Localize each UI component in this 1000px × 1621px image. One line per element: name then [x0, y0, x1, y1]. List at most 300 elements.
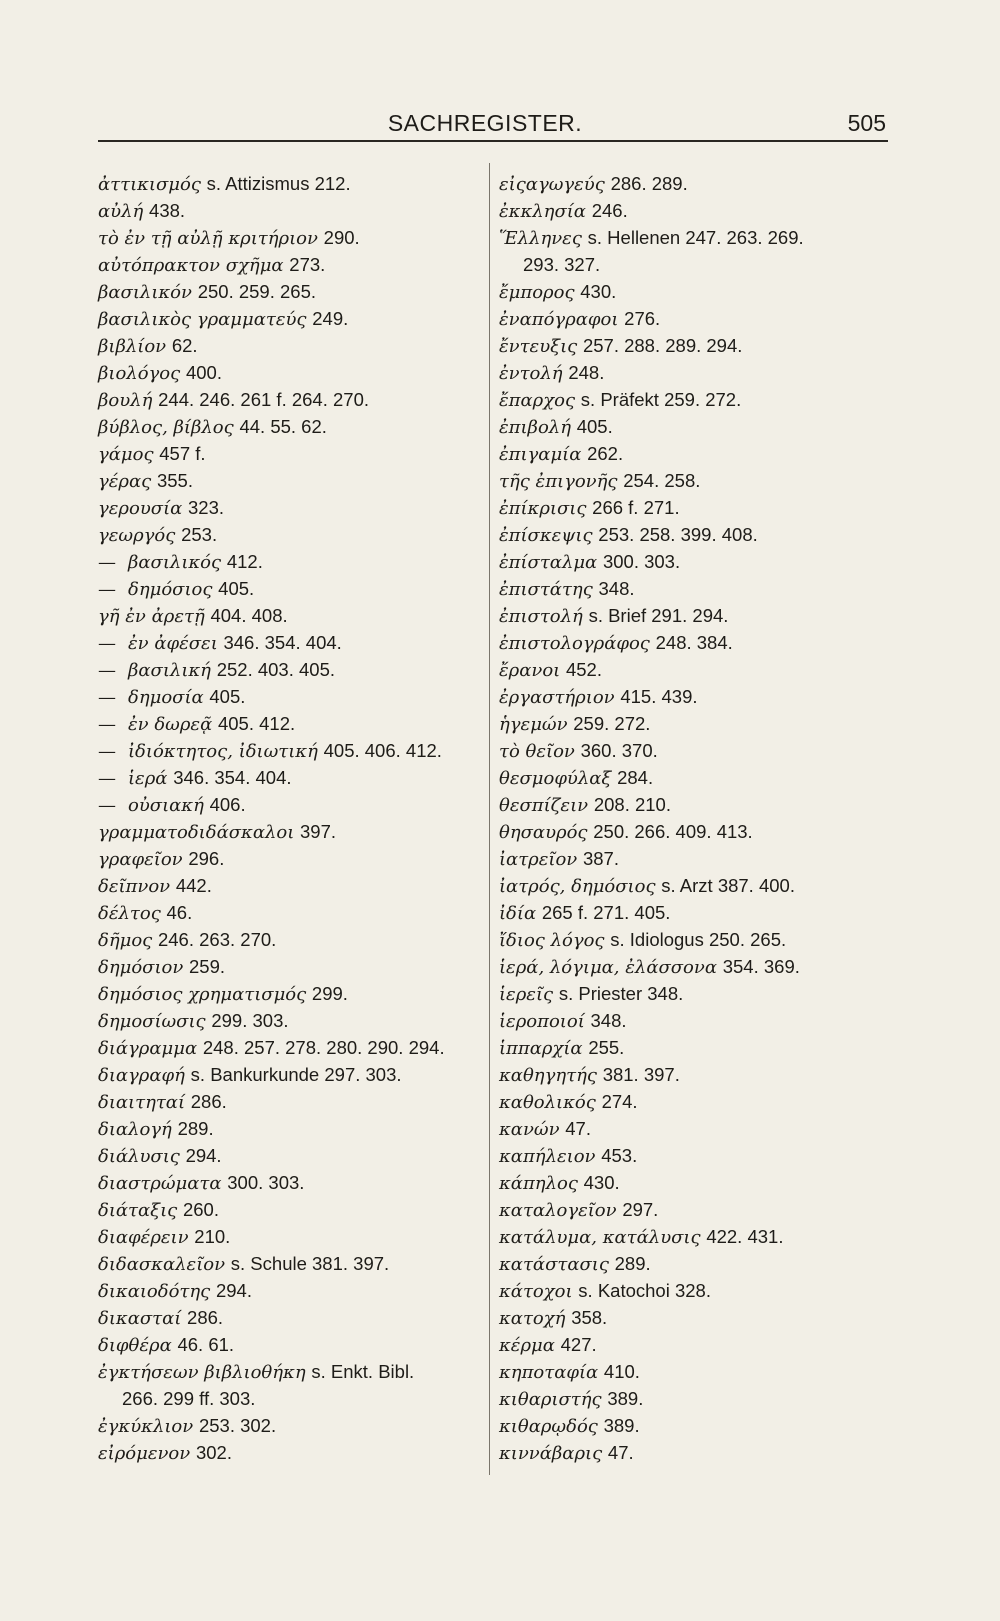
index-references: 300. 303. — [227, 1172, 305, 1193]
index-references: 405. 412. — [217, 713, 296, 734]
index-entry — [98, 953, 486, 980]
index-subentry — [98, 710, 486, 737]
index-entry — [499, 899, 899, 926]
index-references: 266. 299 ff. 303. — [122, 1388, 256, 1409]
index-term: ἐντολή — [499, 363, 563, 384]
index-entry — [98, 197, 486, 224]
index-term: βασιλική — [128, 660, 211, 681]
index-entry — [98, 1250, 486, 1277]
index-entry — [98, 926, 486, 953]
index-references: 250. 266. 409. 413. — [593, 821, 753, 842]
index-term: ἐπιστάτης — [499, 579, 593, 600]
index-term: διαιτηταί — [98, 1092, 186, 1113]
index-references: 346. 354. 404. — [223, 632, 342, 653]
index-term: εἰςαγωγεύς — [499, 174, 605, 195]
index-term: ἐγκτήσεων βιβλιοθήκη — [98, 1362, 306, 1383]
subentry-dash: — — [98, 741, 116, 762]
index-term: θησαυρός — [499, 822, 588, 843]
index-term: θεσμοφύλαξ — [499, 768, 612, 789]
index-term: ἐν δωρεᾷ — [128, 714, 213, 735]
index-entry — [98, 1169, 486, 1196]
index-term: κιθαρῳδός — [499, 1416, 598, 1437]
index-term: γραφεῖον — [98, 849, 183, 870]
index-term: ἐπιγαμία — [499, 444, 582, 465]
index-references: 430. — [580, 281, 617, 302]
index-entry — [98, 1304, 486, 1331]
index-references: s. Hellenen 247. 263. 269. — [587, 227, 804, 248]
index-entry — [98, 278, 486, 305]
index-term: δῆμος — [98, 930, 153, 951]
index-term: δημοσία — [128, 687, 204, 708]
running-head-title: SACHREGISTER. — [387, 110, 583, 136]
index-references: s. Attizismus 212. — [206, 173, 351, 194]
index-term: κάπηλος — [499, 1173, 578, 1194]
index-references: 348. — [590, 1010, 627, 1031]
index-term: βασιλικόν — [98, 282, 192, 303]
left-index-column — [98, 170, 486, 1466]
index-term: κάτοχοι — [499, 1281, 573, 1302]
subentry-dash: — — [98, 795, 116, 816]
index-subentry — [98, 575, 486, 602]
index-term: αὐτόπρακτον σχῆμα — [98, 255, 284, 276]
index-references: 62. — [171, 335, 198, 356]
index-references: 405. — [218, 578, 255, 599]
index-references: 453. — [601, 1145, 638, 1166]
index-entry — [499, 494, 899, 521]
index-entry — [98, 872, 486, 899]
index-term: διάταξις — [98, 1200, 178, 1221]
index-references: 266 f. 271. — [592, 497, 680, 518]
index-entry — [98, 1358, 486, 1385]
index-term: γερουσία — [98, 498, 183, 519]
index-references: 406. — [209, 794, 246, 815]
index-entry — [499, 656, 899, 683]
index-references: 452. — [565, 659, 602, 680]
index-term: τῆς ἐπιγονῆς — [499, 471, 618, 492]
index-references: 389. — [607, 1388, 644, 1409]
index-references: 404. 408. — [210, 605, 288, 626]
index-term: αὐλή — [98, 201, 144, 222]
index-term: διφθέρα — [98, 1335, 172, 1356]
index-entry — [98, 332, 486, 359]
column-divider — [489, 163, 490, 1475]
index-term: ἱππαρχία — [499, 1038, 583, 1059]
index-references: 286. — [190, 1091, 227, 1112]
index-references: 274. — [601, 1091, 638, 1112]
index-term: δεῖπνον — [98, 876, 171, 897]
index-references: 412. — [226, 551, 263, 572]
index-entry — [499, 1007, 899, 1034]
index-term: διαστρώματα — [98, 1173, 222, 1194]
index-term: γάμος — [98, 444, 154, 465]
index-entry — [98, 467, 486, 494]
index-term: ἔρανοι — [499, 660, 561, 681]
index-entry — [499, 521, 899, 548]
index-references: 257. 288. 289. 294. — [582, 335, 743, 356]
index-entry — [499, 1412, 899, 1439]
index-references: 246. — [591, 200, 628, 221]
index-term: διαγραφή — [98, 1065, 185, 1086]
index-subentry — [98, 548, 486, 575]
index-entry — [98, 224, 486, 251]
index-term: κανών — [499, 1119, 560, 1140]
index-term: γέρας — [98, 471, 152, 492]
index-references: 210. — [194, 1226, 231, 1247]
right-index-column — [499, 170, 899, 1466]
index-entry — [499, 575, 899, 602]
index-references: 248. 384. — [655, 632, 733, 653]
index-references: 284. — [617, 767, 654, 788]
index-term: βύβλος, βίβλος — [98, 417, 234, 438]
index-references: 438. — [149, 200, 186, 221]
index-term: γῆ ἐν ἀρετῇ — [98, 606, 205, 627]
index-references: 44. 55. 62. — [239, 416, 327, 437]
index-subentry — [98, 764, 486, 791]
index-term: κατάλυμα, κατάλυσις — [499, 1227, 701, 1248]
index-references: s. Präfekt 259. 272. — [580, 389, 742, 410]
page-number: 505 — [847, 110, 886, 136]
index-entry — [98, 899, 486, 926]
index-references: s. Enkt. Bibl. — [311, 1361, 415, 1382]
index-references: 354. 369. — [722, 956, 800, 977]
index-entry — [499, 386, 899, 413]
index-term: ἰατρός, δημόσιος — [499, 876, 656, 897]
subentry-dash: — — [98, 552, 116, 573]
index-entry — [499, 548, 899, 575]
subentry-dash: — — [98, 687, 116, 708]
index-entry — [98, 1223, 486, 1250]
index-references: 415. 439. — [620, 686, 698, 707]
index-term: ἐκκλησία — [499, 201, 586, 222]
index-entry — [499, 1358, 899, 1385]
index-references: 253. 258. 399. 408. — [598, 524, 758, 545]
index-term: βουλή — [98, 390, 153, 411]
index-references: 355. — [156, 470, 193, 491]
index-term: βιβλίον — [98, 336, 167, 357]
index-entry — [499, 683, 899, 710]
index-entry — [499, 305, 899, 332]
index-references: 299. 303. — [211, 1010, 289, 1031]
index-references: 255. — [588, 1037, 625, 1058]
index-references: 262. — [587, 443, 624, 464]
index-entry — [98, 413, 486, 440]
index-entry — [98, 1331, 486, 1358]
index-term: ἱεροποιοί — [499, 1011, 585, 1032]
index-references: 273. — [289, 254, 326, 275]
index-entry — [499, 197, 899, 224]
index-term: ἐπιστολή — [499, 606, 583, 627]
index-entry — [499, 629, 899, 656]
index-term: δικασταί — [98, 1308, 182, 1329]
index-references: 294. — [185, 1145, 222, 1166]
index-entry — [499, 1277, 899, 1304]
index-references: 422. 431. — [706, 1226, 784, 1247]
index-references: 289. — [614, 1253, 651, 1274]
index-term: θεσπίζειν — [499, 795, 589, 816]
index-references: 442. — [175, 875, 212, 896]
index-entry — [499, 1196, 899, 1223]
index-entry — [98, 1196, 486, 1223]
index-entry — [98, 1088, 486, 1115]
index-references: s. Schule 381. 397. — [230, 1253, 390, 1274]
index-term: ἐν ἀφέσει — [128, 633, 218, 654]
index-entry — [98, 1115, 486, 1142]
index-term: ἱερά, λόγιμα, ἐλάσσονα — [499, 957, 717, 978]
index-entry — [98, 602, 486, 629]
index-entry — [98, 386, 486, 413]
index-term: τὸ ἐν τῇ αὐλῇ κριτήριον — [98, 228, 318, 249]
index-entry — [499, 1061, 899, 1088]
index-term: ἐγκύκλιον — [98, 1416, 194, 1437]
index-term: ἡγεμών — [499, 714, 568, 735]
index-entry — [98, 1277, 486, 1304]
index-references: 294. — [215, 1280, 252, 1301]
index-term: ἔντευξις — [499, 336, 578, 357]
index-entry — [499, 1250, 899, 1277]
index-subentry — [98, 737, 486, 764]
index-term: διδασκαλεῖον — [98, 1254, 226, 1275]
index-term: διαφέρειν — [98, 1227, 189, 1248]
index-term: δέλτος — [98, 903, 161, 924]
index-entry — [499, 818, 899, 845]
index-entry — [499, 1142, 899, 1169]
index-term: ἰδία — [499, 903, 537, 924]
index-entry — [98, 1142, 486, 1169]
index-references: 286. 289. — [610, 173, 688, 194]
index-entry — [499, 278, 899, 305]
index-term: δημόσιος — [128, 579, 213, 600]
index-term: ἐπιστολογράφος — [499, 633, 650, 654]
index-references: 348. — [598, 578, 635, 599]
index-term: γραμματοδιδάσκαλοι — [98, 822, 295, 843]
index-term: ἰατρεῖον — [499, 849, 578, 870]
index-references: 46. — [166, 902, 193, 923]
index-references: 293. 327. — [523, 254, 601, 275]
index-term: καπήλειον — [499, 1146, 596, 1167]
index-entry — [98, 1061, 486, 1088]
index-references: 260. — [182, 1199, 219, 1220]
index-references: s. Idiologus 250. 265. — [610, 929, 787, 950]
index-references: s. Priester 348. — [558, 983, 684, 1004]
index-term: διαλογή — [98, 1119, 172, 1140]
index-subentry — [98, 656, 486, 683]
index-entry — [98, 845, 486, 872]
index-references: 249. — [312, 308, 349, 329]
index-entry — [499, 1223, 899, 1250]
index-references: 253. 302. — [198, 1415, 277, 1436]
index-term: κατάστασις — [499, 1254, 609, 1275]
subentry-dash: — — [98, 714, 116, 735]
index-references: 297. — [622, 1199, 659, 1220]
index-references: 302. — [195, 1442, 232, 1463]
index-entry — [499, 1331, 899, 1358]
index-references: 405. — [209, 686, 246, 707]
index-entry — [98, 494, 486, 521]
index-entry — [499, 764, 899, 791]
index-references: 286. — [187, 1307, 224, 1328]
index-term: δικαιοδότης — [98, 1281, 211, 1302]
index-term: τὸ θεῖον — [499, 741, 575, 762]
index-references: 208. 210. — [593, 794, 671, 815]
index-entry-continuation — [499, 251, 899, 278]
subentry-dash: — — [98, 768, 116, 789]
index-entry — [499, 332, 899, 359]
index-entry — [98, 440, 486, 467]
index-term: κηποταφία — [499, 1362, 599, 1383]
index-entry — [499, 224, 899, 251]
index-entry — [499, 1034, 899, 1061]
subentry-dash: — — [98, 633, 116, 654]
index-references: 427. — [560, 1334, 597, 1355]
index-entry — [499, 1385, 899, 1412]
index-entry — [98, 818, 486, 845]
index-references: 387. — [582, 848, 619, 869]
index-term: ἐναπόγραφοι — [499, 309, 619, 330]
index-references: 46. 61. — [177, 1334, 235, 1355]
index-term: κιθαριστής — [499, 1389, 602, 1410]
index-references: 290. — [323, 227, 360, 248]
index-references: 430. — [583, 1172, 620, 1193]
index-references: 47. — [607, 1442, 634, 1463]
index-entry — [499, 980, 899, 1007]
index-references: s. Bankurkunde 297. 303. — [190, 1064, 402, 1085]
index-references: s. Arzt 387. 400. — [661, 875, 795, 896]
index-term: ἀττικισμός — [98, 174, 201, 195]
index-entry — [499, 1088, 899, 1115]
index-references: 250. 259. 265. — [197, 281, 317, 302]
index-term: καθηγητής — [499, 1065, 597, 1086]
index-term: κιννάβαρις — [499, 1443, 603, 1464]
index-entry — [499, 359, 899, 386]
index-term: δημόσιον — [98, 957, 184, 978]
index-references: 346. 354. 404. — [173, 767, 292, 788]
index-term: ἰδιόκτητος, ἰδιωτική — [128, 741, 318, 762]
index-references: 381. 397. — [602, 1064, 680, 1085]
index-entry — [98, 521, 486, 548]
index-references: 244. 246. 261 f. 264. 270. — [158, 389, 369, 410]
index-entry — [499, 467, 899, 494]
index-term: διάλυσις — [98, 1146, 180, 1167]
index-term: ἔπαρχος — [499, 390, 576, 411]
index-subentry — [98, 791, 486, 818]
index-entry — [499, 710, 899, 737]
index-references: 248. 257. 278. 280. 290. 294. — [202, 1037, 445, 1058]
index-term: καταλογεῖον — [499, 1200, 617, 1221]
index-references: 253. — [181, 524, 218, 545]
index-references: 360. 370. — [580, 740, 658, 761]
index-term: γεωργός — [98, 525, 176, 546]
index-references: 299. — [311, 983, 348, 1004]
index-term: δημόσιος χρηματισμός — [98, 984, 307, 1005]
header-rule — [98, 140, 888, 142]
index-entry — [499, 791, 899, 818]
index-term: δημοσίωσις — [98, 1011, 206, 1032]
index-entry — [98, 1034, 486, 1061]
index-entry-continuation — [98, 1385, 486, 1412]
index-entry — [499, 413, 899, 440]
index-references: 300. 303. — [602, 551, 681, 572]
index-references: 289. — [177, 1118, 214, 1139]
index-references: 389. — [603, 1415, 640, 1436]
index-term: βασιλικός — [128, 552, 222, 573]
index-term: Ἕλληνες — [499, 228, 582, 249]
index-entry — [499, 602, 899, 629]
index-references: 246. 263. 270. — [157, 929, 277, 950]
index-entry — [98, 359, 486, 386]
index-term: ἐπίκρισις — [499, 498, 587, 519]
index-term: διάγραμμα — [98, 1038, 198, 1059]
index-term: ἐργαστήριον — [499, 687, 615, 708]
index-references: 410. — [603, 1361, 640, 1382]
index-entry — [499, 1169, 899, 1196]
index-term: καθολικός — [499, 1092, 596, 1113]
index-entry — [499, 926, 899, 953]
index-subentry — [98, 629, 486, 656]
index-entry — [98, 1412, 486, 1439]
index-entry — [499, 170, 899, 197]
index-term: κατοχή — [499, 1308, 566, 1329]
index-term: βασιλικὸς γραμματεύς — [98, 309, 307, 330]
index-term: ἱερεῖς — [499, 984, 554, 1005]
index-references: 400. — [185, 362, 222, 383]
index-term: ἐπίσταλμα — [499, 552, 598, 573]
index-term: κέρμα — [499, 1335, 555, 1356]
index-entry — [98, 305, 486, 332]
index-references: 248. — [568, 362, 605, 383]
index-entry — [98, 980, 486, 1007]
index-entry — [499, 953, 899, 980]
subentry-dash: — — [98, 660, 116, 681]
index-term: βιολόγος — [98, 363, 181, 384]
index-references: 265 f. 271. 405. — [541, 902, 671, 923]
index-entry — [98, 170, 486, 197]
index-entry — [499, 845, 899, 872]
index-entry — [499, 440, 899, 467]
index-term: ἔμπορος — [499, 282, 575, 303]
index-entry — [98, 1439, 486, 1466]
index-subentry — [98, 683, 486, 710]
index-entry — [98, 251, 486, 278]
index-references: 47. — [565, 1118, 591, 1139]
index-entry — [499, 737, 899, 764]
index-references: 323. — [188, 497, 225, 518]
index-term: ἐπίσκεψις — [499, 525, 593, 546]
index-entry — [98, 1007, 486, 1034]
index-entry — [499, 1439, 899, 1466]
index-entry — [499, 1304, 899, 1331]
index-references: 296. — [188, 848, 225, 869]
index-references: 252. 403. 405. — [216, 659, 336, 680]
index-term: ἱερά — [128, 768, 168, 789]
index-references: 358. — [571, 1307, 608, 1328]
index-references: 276. — [624, 308, 661, 329]
index-term: οὐσιακή — [128, 795, 204, 816]
index-term: ἴδιος λόγος — [499, 930, 605, 951]
index-references: 457 f. — [159, 443, 206, 464]
index-references: 259. — [189, 956, 226, 977]
index-entry — [499, 872, 899, 899]
index-references: s. Brief 291. 294. — [588, 605, 729, 626]
index-references: 254. 258. — [623, 470, 701, 491]
index-references: 397. — [300, 821, 337, 842]
index-references: s. Katochoi 328. — [578, 1280, 711, 1301]
index-term: ἐπιβολή — [499, 417, 571, 438]
index-references: 405. — [576, 416, 613, 437]
index-term: εἰρόμενον — [98, 1443, 191, 1464]
index-references: 405. 406. 412. — [323, 740, 442, 761]
subentry-dash: — — [98, 579, 116, 600]
index-references: 259. 272. — [573, 713, 651, 734]
